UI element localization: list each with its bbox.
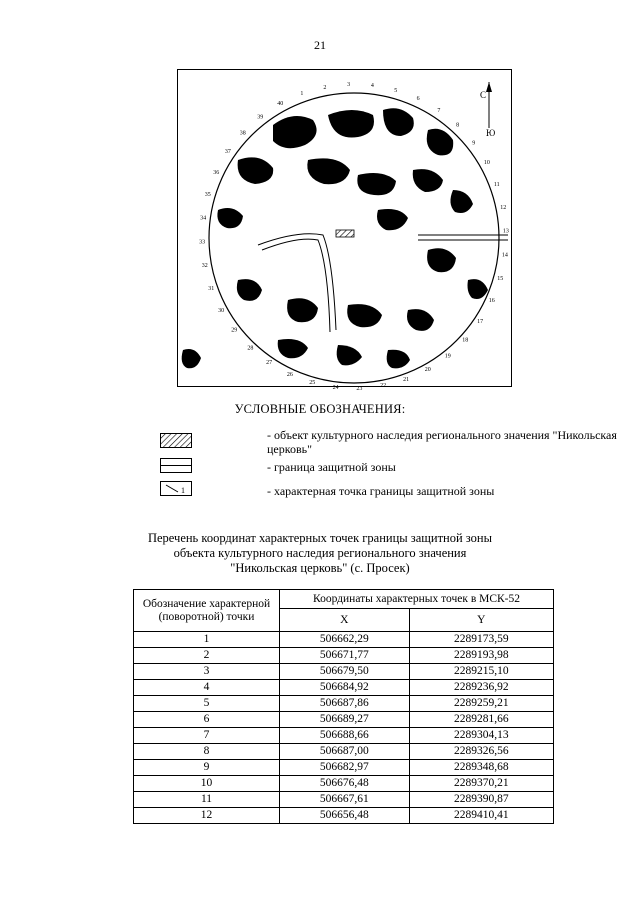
table-row [134,776,554,792]
boundary-point-label: 4 [370,83,374,90]
boundary-point-label: 31 [208,286,215,293]
boundary-point-label: 34 [200,215,207,222]
boundary-point-label: 25 [309,380,316,387]
boundary-point-label: 9 [472,140,476,147]
cell-point: 1 [134,632,280,648]
boundary-point-label: 1 [300,91,304,98]
cell-point: 5 [134,696,280,712]
boundary-point-label: 37 [224,149,231,156]
site-map [177,69,512,392]
boundary-point-label: 16 [488,298,495,305]
col-x-header: X [280,609,410,632]
table-row [134,696,554,712]
cell-x: 506682,97 [280,760,410,776]
list-title-line: Перечень координат характерных точек границы защитной зоны [147,531,493,545]
cell-point: 3 [134,664,280,680]
cell-y: 2289370,21 [409,776,553,792]
svg-text:1: 1 [181,486,185,495]
table-row [134,712,554,728]
north-arrow-icon [480,82,495,138]
cell-x: 506687,86 [280,696,410,712]
col-group-header: Координаты характерных точек в МСК-52 [280,590,554,609]
cell-x: 506688,66 [280,728,410,744]
boundary-point-label: 28 [247,345,254,352]
boundary-point-label: 19 [444,353,451,360]
cell-x: 506687,00 [280,744,410,760]
boundary-point-label: 12 [500,204,507,211]
svg-text:С: С [480,90,487,100]
cell-y: 2289259,21 [409,696,553,712]
boundary-point-label: 23 [356,385,363,392]
boundary-point-label: 3 [347,82,351,89]
table-row [134,664,554,680]
cell-y: 2289390,87 [409,792,553,808]
boundary-point-label: 18 [462,337,469,344]
cell-y: 2289304,13 [409,728,553,744]
table-row [134,760,554,776]
point-marker-icon [160,481,192,496]
boundary-point-label: 17 [477,318,484,325]
boundary-point-label: 5 [394,87,398,94]
table-row [134,728,554,744]
cell-y: 2289410,41 [409,808,553,824]
table-row [134,648,554,664]
table-row [134,680,554,696]
boundary-point-label: 2 [323,84,327,91]
boundary-point-label: 8 [456,122,460,129]
page-number: 21 [314,38,326,52]
list-title-line: "Никольская церковь" (с. Просек) [230,561,410,575]
church-object-icon [336,230,354,237]
cell-x: 506679,50 [280,664,410,680]
cell-point: 6 [134,712,280,728]
svg-text:Ю: Ю [486,128,496,138]
coordinates-table [133,589,554,824]
boundary-point-label: 11 [493,181,500,188]
cell-x: 506684,92 [280,680,410,696]
boundary-point-label: 29 [231,327,238,334]
boundary-point-label: 21 [403,376,410,383]
cell-point: 10 [134,776,280,792]
double-line-rectangle-icon [160,458,192,473]
boundary-point-label: 26 [286,371,293,378]
boundary-point-label: 30 [218,307,225,314]
legend-item-boundary: - граница защитной зоны [267,460,396,474]
legend-title: УСЛОВНЫЕ ОБОЗНАЧЕНИЯ: [234,402,406,416]
boundary-point-label: 36 [213,169,220,176]
col-point-header: Обозначение характерной (поворотной) точки [134,590,280,632]
cell-y: 2289326,56 [409,744,553,760]
cell-x: 506671,77 [280,648,410,664]
boundary-point-label: 22 [380,383,387,390]
hatched-rectangle-icon [160,433,192,448]
cell-x: 506662,29 [280,632,410,648]
boundary-point-label: 13 [502,228,509,235]
boundary-point-label: 35 [204,192,211,199]
legend-item-point: - характерная точка границы защитной зоны [267,484,495,498]
boundary-point-label: 32 [201,263,208,270]
cell-y: 2289193,98 [409,648,553,664]
boundary-point-label: 39 [257,114,264,121]
cell-x: 506689,27 [280,712,410,728]
terrain-blobs [182,108,488,368]
cell-point: 2 [134,648,280,664]
boundary-point-label: 14 [501,252,508,259]
cell-y: 2289236,92 [409,680,553,696]
legend-item-church: - объект культурного наследия регионального значения "Никольская церковь" [267,428,617,456]
col-y-header: Y [409,609,553,632]
boundary-point-label: 24 [332,384,339,391]
cell-point: 8 [134,744,280,760]
coordinates-list-title [0,531,640,576]
table-row [134,744,554,760]
cell-y: 2289173,59 [409,632,553,648]
boundary-point-label: 20 [424,366,431,373]
table-row [134,808,554,824]
cell-y: 2289348,68 [409,760,553,776]
table-row [134,792,554,808]
cell-point: 4 [134,680,280,696]
cell-x: 506667,61 [280,792,410,808]
boundary-point-label: 33 [199,239,206,246]
boundary-point-label: 40 [277,101,284,108]
cell-point: 7 [134,728,280,744]
cell-point: 11 [134,792,280,808]
cell-point: 9 [134,760,280,776]
list-title-line: объекта культурного наследия регионального значения [173,546,467,560]
boundary-point-label: 15 [497,275,504,282]
cell-y: 2289281,66 [409,712,553,728]
map-drawing [178,70,511,392]
boundary-point-label: 6 [416,96,420,103]
table-row [134,632,554,648]
cell-x: 506656,48 [280,808,410,824]
cell-point: 12 [134,808,280,824]
boundary-point-label: 10 [483,160,490,167]
boundary-point-label: 27 [266,360,273,367]
cell-y: 2289215,10 [409,664,553,680]
boundary-point-label: 38 [239,130,246,137]
boundary-point-label: 7 [437,107,441,114]
cell-x: 506676,48 [280,776,410,792]
